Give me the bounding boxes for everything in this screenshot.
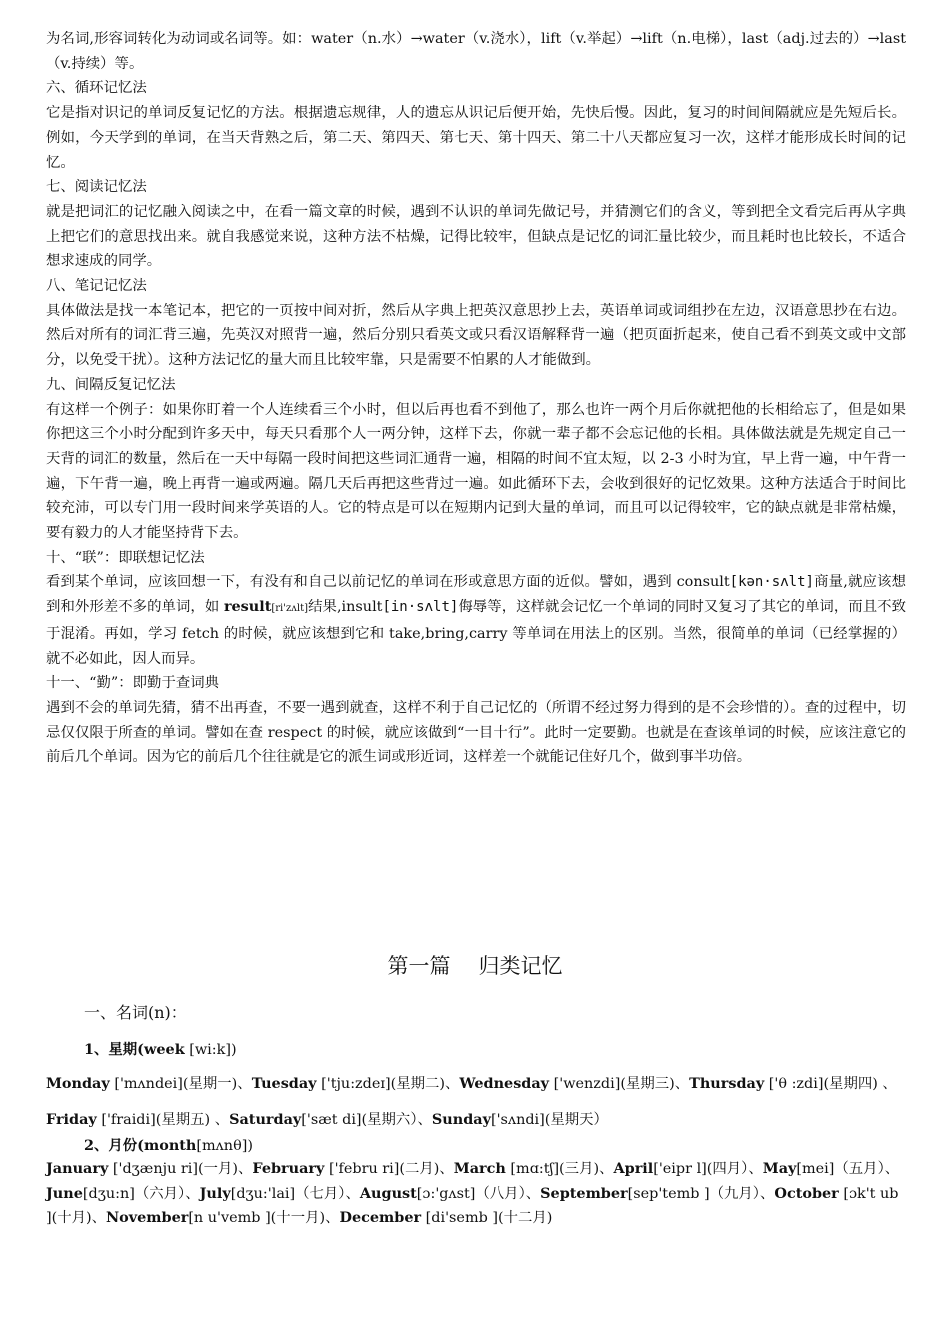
association-paragraph: 看到某个单词，应该回想一下，有没有和自己以前记忆的单词在形或意思方面的近似。譬如，遇到 consult[kən·sʌlt]商量,就应该想到和外形差不多的单词，如 result[ri'zʌlt]结果,insult[in·sʌlt]侮辱等，这样就会记忆一个单词的同时又复习了其它的单词，而且不致于混淆。再如，学习 fetch 的时候，就应该想到它和 take,bring,carry 等单词在用法上的区别。当然，很简单的单词（已经掌握的）就不必如此，因人而异。 [46,574,907,667]
heading-association-memory: 十、“联”：即联想记忆法 [46,549,205,566]
body-text [46,27,906,770]
subheading-weekdays: 1、星期(week [wi:k]) [84,1041,237,1058]
paragraph: 就是把词汇的记忆融入阅读之中，在看一篇文章的时候，遇到不认识的单词先做记号，并猜测它们的含义，等到把全文看完后再从字典上把它们的意思找出来。就自我感觉来说，这种方法不枯燥，记得比较牢，但缺点是记忆的词汇量比较少，而且耗时也比较长，不适合想求速成的同学。 [46,203,906,270]
paragraph: 为名词,形容词转化为动词或名词等。如：water（n.水）→water（v.浇水），lift（v.举起）→lift（n.电梯），last（adj.过去的）→last（v.持续）等。 [46,31,906,72]
months-list: January ['dʒænju ri](一月)、February ['febru ri](二月)、March [mɑ:tʃ](三月)、April['eipr l](四月）、May[mei]（五月）、June[dʒu:n]（六月）、July[dʒu:'lai]（七月）、August[ɔ:'gʌst]（八月）、September[sep'temb ]（九月）、October [ɔk't ub ](十月)、November[n u'vemb ](十一月)、December [di'semb ](十二月) [46,1160,900,1226]
heading-reading-memory: 七、阅读记忆法 [46,179,147,196]
weekday-line-2: Friday ['fraidi](星期五) 、Saturday['sæt di](星期六）、Sunday['sʌndi](星期天） [46,1111,608,1128]
paragraph: 遇到不会的单词先猜，猜不出再查，不要一遇到就查，这样不利于自己记忆的（所谓不经过努力得到的是不会珍惜的）。查的过程中，切忌仅仅限于所查的单词。譬如在查 respect 的时候，就应该做到“一目十行”。此时一定要勤。也就是在查该单词的时候，应该注意它的前后几个单词。因为它的前后几个往往就是它的派生词或形近词，这样差一个就能记住好几个，做到事半功倍。 [46,699,906,766]
chapter-title: 第一篇 归类记忆 [387,954,563,978]
weekday-line-1: Monday ['mʌndei](星期一)、Tuesday ['tju:zdeɪ](星期二)、Wednesday ['wenzdi](星期三)、Thursday ['θ :zdi](星期四) 、 [46,1075,897,1092]
heading-interval-memory: 九、间隔反复记忆法 [46,376,176,393]
paragraph: 具体做法是找一本笔记本，把它的一页按中间对折，然后从字典上把英汉意思抄上去，英语单词或词组抄在左边，汉语意思抄在右边。然后对所有的词汇背三遍，先英汉对照背一遍，然后分别只看英文或只看汉语解释背一遍（把页面折起来，使自己看不到英文或中文部分，以免受干扰）。这种方法记忆的量大而且比较牢靠，只是需要不怕累的人才能做到。 [46,302,906,369]
heading-cyclic-memory: 六、循环记忆法 [46,80,147,97]
heading-notebook-memory: 八、笔记记忆法 [46,278,147,295]
paragraph: 有这样一个例子：如果你盯着一个人连续看三个小时，但以后再也看不到他了，那么也许一两个月后你就把他的长相给忘了，但是如果你把这三个小时分配到许多天中，每天只看那个人一两分钟，这样下去，你就一辈子都不会忘记他的长相。具体做法就是先规定自己一天背的词汇的数量，然后在一天中每隔一段时间把这些词汇通背一遍，相隔的时间不宜太短，以 2-3 小时为宜，早上背一遍，中午背一遍，下午背一遍，晚上再背一遍或两遍。隔几天后再把这些背过一遍。如此循环下去，会收到很好的记忆效果。这种方法适合于时间比较充沛，可以专门用一段时间来学英语的人。它的特点是可以在短期内记到大量的单词，而且可以记得较牢，它的缺点就是非常枯燥，要有毅力的人才能坚持背下去。 [46,401,906,542]
subheading-months: 2、月份(month[mʌnθ]) [84,1137,253,1154]
heading-dictionary-diligence: 十一、“勤”：即勤于查词典 [46,675,220,692]
section-heading: 一、名词(n)： [84,1003,187,1022]
paragraph: 它是指对识记的单词反复记忆的方法。根据遗忘规律，人的遗忘从识记后便开始，先快后慢。因此，复习的时间间隔就应是先短后长。例如，今天学到的单词，在当天背熟之后，第二天、第四天、第七天、第十四天、第二十八天都应复习一次，这样才能形成长时间的记忆。 [46,105,906,171]
